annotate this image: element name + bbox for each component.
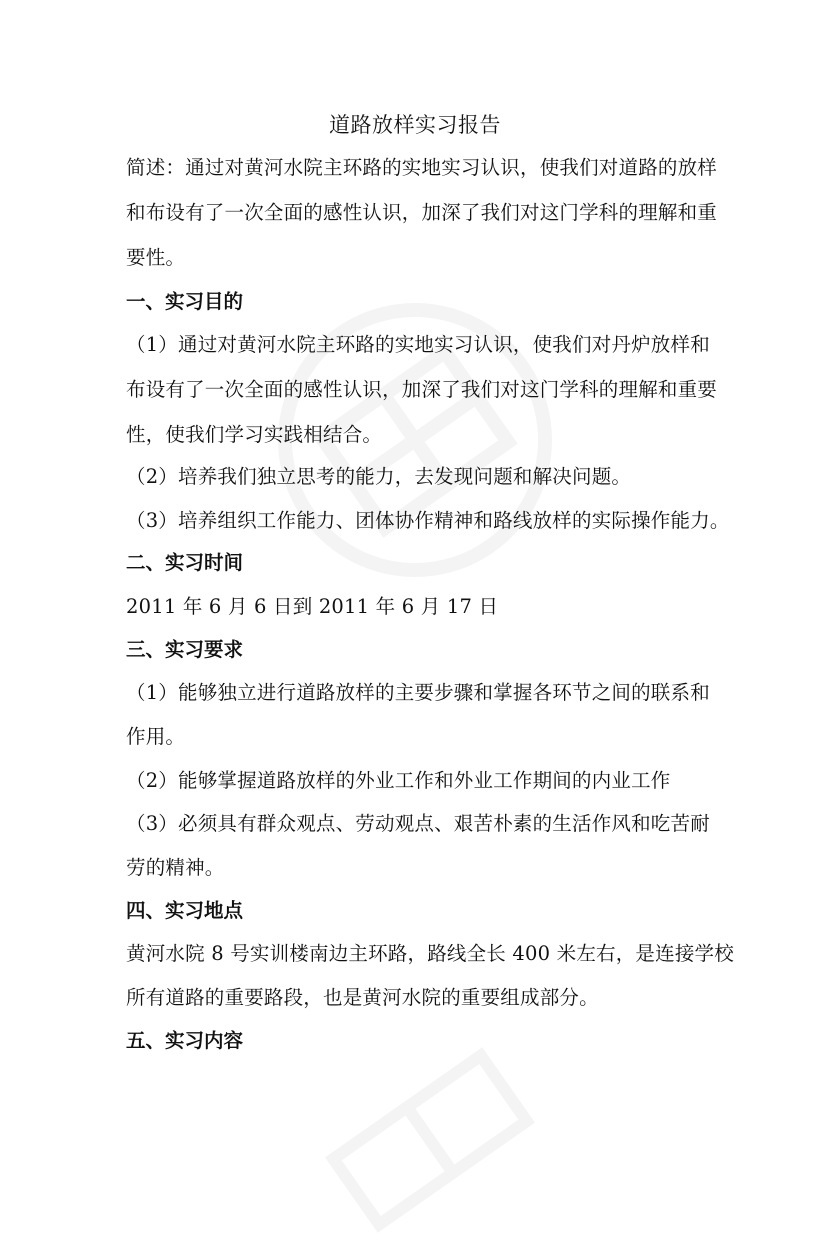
- section-heading-location: 四、实习地点: [126, 899, 244, 922]
- summary-line-1: 简述：通过对黄河水院主环路的实地实习认识，使我们对道路的放样: [126, 156, 718, 179]
- section-heading-time: 二、实习时间: [126, 551, 244, 574]
- requirements-line-2: 作用。: [126, 725, 186, 748]
- section-heading-content: 五、实习内容: [126, 1029, 244, 1052]
- requirements-line-3: （2）能够掌握道路放样的外业工作和外业工作期间的内业工作: [126, 769, 671, 792]
- document-title: 道路放样实习报告: [329, 113, 501, 137]
- objectives-line-2: 布设有了一次全面的感性认识，加深了我们对这门学科的理解和重要: [126, 378, 718, 401]
- watermark-seal-icon-bottom: [305, 1028, 554, 1252]
- requirements-line-4: （3）必须具有群众观点、劳动观点、艰苦朴素的生活作风和吃苦耐: [126, 812, 710, 835]
- location-line-2: 所有道路的重要路段，也是黄河水院的重要组成部分。: [126, 986, 599, 1009]
- summary-line-2: 和布设有了一次全面的感性认识，加深了我们对这门学科的理解和重: [126, 201, 718, 224]
- time-line-1: 2011 年 6 月 6 日到 2011 年 6 月 17 日: [126, 595, 499, 618]
- location-line-1: 黄河水院 8 号实训楼南边主环路，路线全长 400 米左右，是连接学校: [126, 942, 734, 965]
- section-heading-requirements: 三、实习要求: [126, 638, 244, 661]
- requirements-line-5: 劳的精神。: [126, 856, 225, 879]
- section-heading-objectives: 一、实习目的: [126, 290, 244, 313]
- summary-line-3: 要性。: [126, 246, 186, 269]
- objectives-line-1: （1）通过对黄河水院主环路的实地实习认识，使我们对丹炉放样和: [126, 333, 710, 356]
- requirements-line-1: （1）能够独立进行道路放样的主要步骤和掌握各环节之间的联系和: [126, 681, 710, 704]
- objectives-line-3: 性，使我们学习实践相结合。: [126, 423, 383, 446]
- objectives-line-5: （3）培养组织工作能力、团体协作精神和路线放样的实际操作能力。: [126, 509, 730, 532]
- objectives-line-4: （2）培养我们独立思考的能力，去发现问题和解决问题。: [126, 465, 632, 488]
